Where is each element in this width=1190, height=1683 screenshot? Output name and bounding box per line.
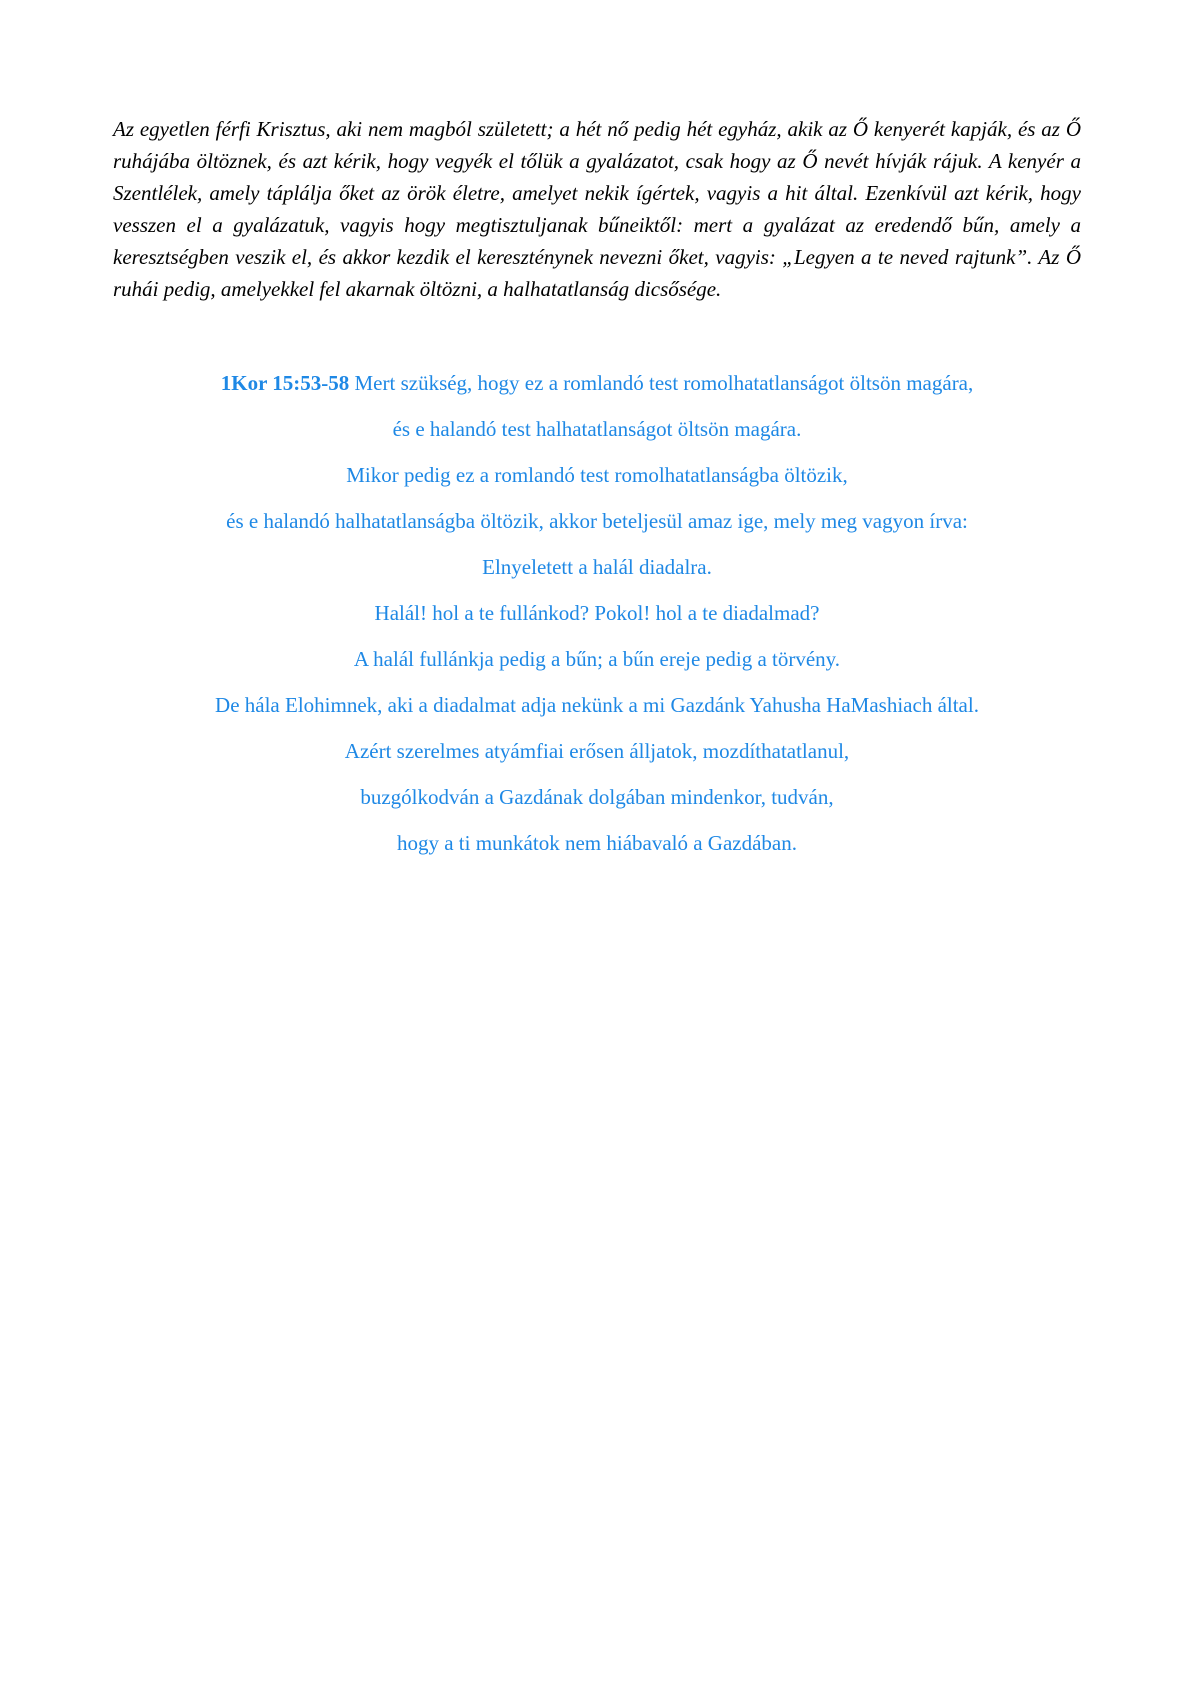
verse-text: Mert szükség, hogy ez a romlandó test romolhatatlanságot öltsön magára, [354, 371, 974, 395]
verse-line-3: Mikor pedig ez a romlandó test romolhatatlanságba öltözik, [346, 463, 848, 487]
verse-line-7: A halál fullánkja pedig a bűn; a bűn ereje pedig a törvény. [353, 647, 841, 671]
verse-line-8: De hála Elohimnek, aki a diadalmat adja nekünk a mi Gazdánk Yahusha HaMashiach által. [215, 693, 979, 717]
verse-line-6: Halál! hol a te fullánkod? Pokol! hol a te diadalmad? [374, 601, 820, 625]
verse-line-2: és e halandó test halhatatlanságot öltsön magára. [392, 417, 802, 441]
commentary-paragraph: Az egyetlen férfi Krisztus, aki nem magból született; a hét nő pedig hét egyház, akik az Ő kenyerét kapják, és az Ő ruhájába öltöznek, és azt kérik, hogy vegyék el tőlük a gyalázatot, csak hogy az Ő nevét hívják rájuk. A kenyér a Szentlélek, amely táplálja őket az örök életre, amelyet nekik ígértek, vagyis a hit által. Ezenkívül azt kérik, hogy vesszen el a gyalázatuk, vagyis hogy megtisztuljanak bűneiktől: mert a gyalázat az eredendő bűn, amely a keresztségben veszik el, és akkor kezdik el kereszténynek nevezni őket, vagyis: „Legyen a te neved rajtunk”. Az Ő ruhái pedig, amelyekkel fel akarnak öltözni, a halhatatlanság dicsősége. [113, 117, 1081, 301]
scripture-reference: 1Kor 15:53-58 [220, 371, 350, 395]
verse-line-10: buzgólkodván a Gazdának dolgában mindenkor, tudván, [360, 785, 834, 809]
verse-line-9: Azért szerelmes atyámfiai erősen álljatok, mozdíthatatlanul, [344, 739, 850, 763]
verse-line-11: hogy a ti munkátok nem hiábavaló a Gazdában. [396, 831, 798, 855]
scripture-passage [113, 367, 1081, 873]
verse-line-5: Elnyeletett a halál diadalra. [482, 555, 712, 579]
verse-line-4: és e halandó halhatatlanságba öltözik, akkor beteljesül amaz ige, mely meg vagyon írva: [226, 509, 968, 533]
verse-line-1 [113, 367, 1081, 413]
